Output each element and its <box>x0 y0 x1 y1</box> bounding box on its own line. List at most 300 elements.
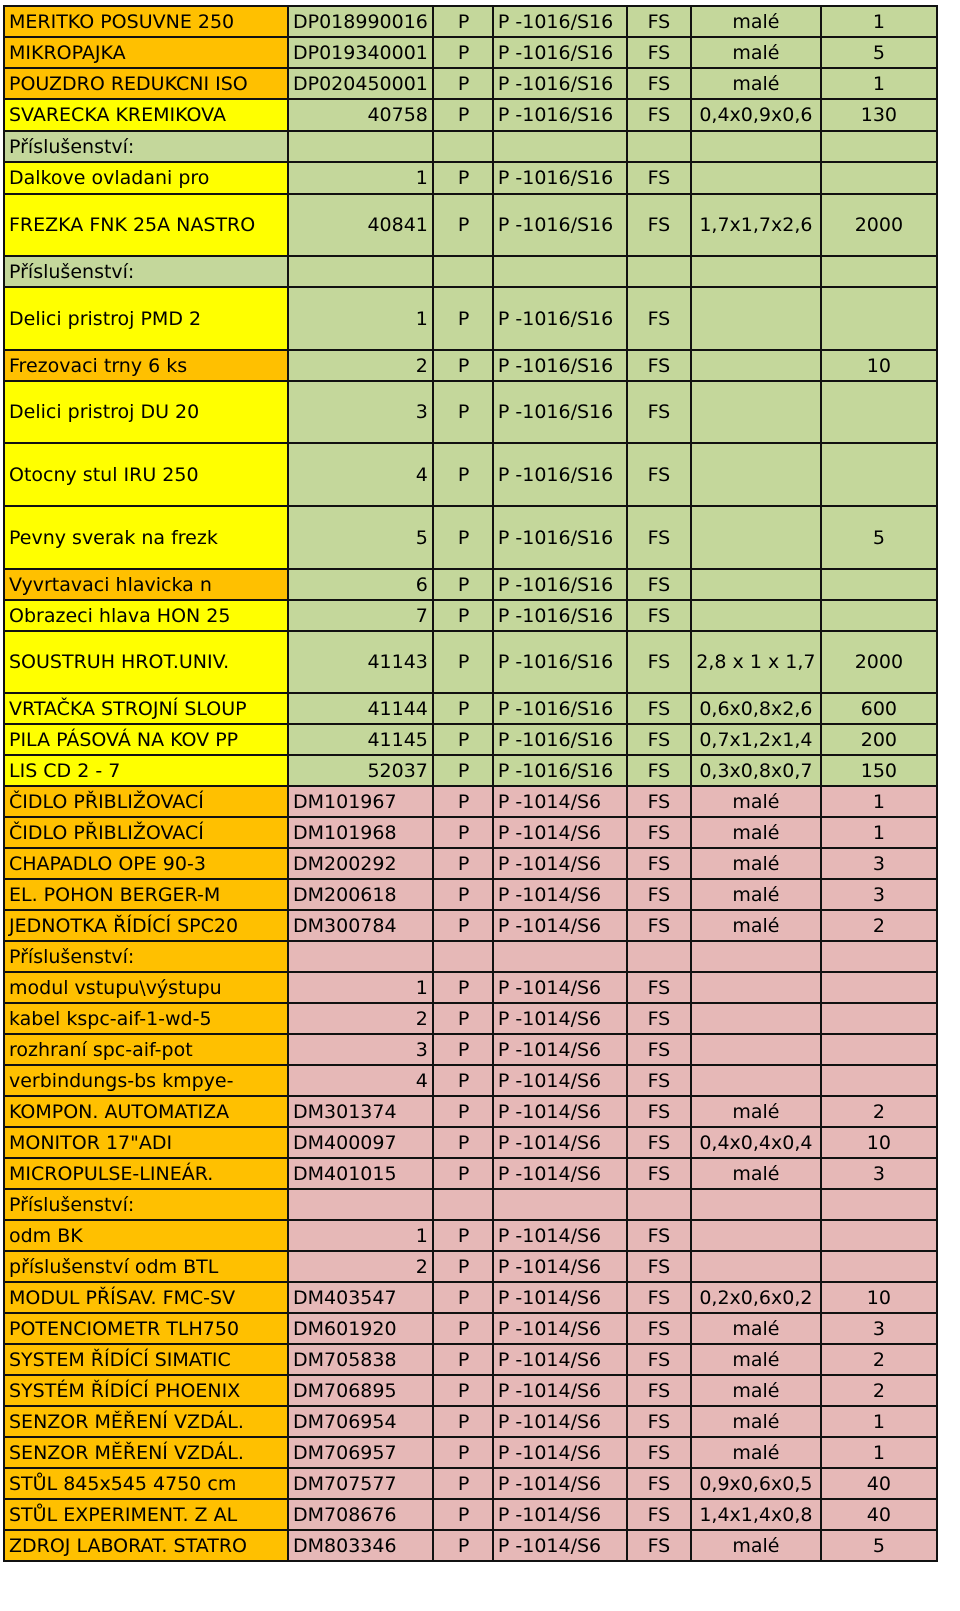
quantity-cell: 2 <box>821 1344 937 1375</box>
room-cell: P -1014/S6 <box>493 1065 627 1096</box>
dimensions-cell <box>691 1065 821 1096</box>
dimensions-cell <box>691 256 821 287</box>
room-cell: P -1014/S6 <box>493 1344 627 1375</box>
department-cell: FS <box>627 99 691 131</box>
building-cell: P <box>433 1158 493 1189</box>
dimensions-cell: malé <box>691 910 821 941</box>
table-row <box>4 693 937 724</box>
item-name-cell: MIKROPAJKA <box>4 37 288 68</box>
room-cell: P -1014/S6 <box>493 1530 627 1561</box>
room-cell <box>493 1189 627 1220</box>
table-row <box>4 569 937 600</box>
room-cell: P -1014/S6 <box>493 817 627 848</box>
table-row <box>4 879 937 910</box>
table-row <box>4 381 937 443</box>
building-cell: P <box>433 1468 493 1499</box>
building-cell: P <box>433 755 493 786</box>
building-cell: P <box>433 194 493 256</box>
quantity-cell: 5 <box>821 506 937 569</box>
table-row <box>4 848 937 879</box>
quantity-cell: 150 <box>821 755 937 786</box>
item-code-cell: DM300784 <box>288 910 433 941</box>
department-cell <box>627 1189 691 1220</box>
item-code-cell: 41143 <box>288 631 433 693</box>
quantity-cell <box>821 972 937 1003</box>
item-code-cell <box>288 941 433 972</box>
room-cell: P -1014/S6 <box>493 879 627 910</box>
table-row <box>4 99 937 131</box>
room-cell: P -1014/S6 <box>493 1158 627 1189</box>
building-cell: P <box>433 1220 493 1251</box>
room-cell: P -1016/S16 <box>493 68 627 99</box>
dimensions-cell <box>691 1189 821 1220</box>
department-cell: FS <box>627 972 691 1003</box>
department-cell: FS <box>627 1282 691 1313</box>
item-name-cell: ZDROJ LABORAT. STATRO <box>4 1530 288 1561</box>
item-name-cell: Vyvrtavaci hlavicka n <box>4 569 288 600</box>
item-code-cell: DM401015 <box>288 1158 433 1189</box>
quantity-cell: 5 <box>821 37 937 68</box>
room-cell: P -1016/S16 <box>493 194 627 256</box>
table-row <box>4 724 937 755</box>
room-cell: P -1016/S16 <box>493 162 627 194</box>
department-cell: FS <box>627 848 691 879</box>
table-row <box>4 1189 937 1220</box>
room-cell: P -1014/S6 <box>493 1282 627 1313</box>
item-name-cell: MODUL PŘÍSAV. FMC-SV <box>4 1282 288 1313</box>
room-cell: P -1016/S16 <box>493 600 627 631</box>
room-cell: P -1014/S6 <box>493 1034 627 1065</box>
dimensions-cell: 0,6x0,8x2,6 <box>691 693 821 724</box>
department-cell: FS <box>627 1127 691 1158</box>
item-code-cell: 1 <box>288 287 433 350</box>
building-cell: P <box>433 37 493 68</box>
dimensions-cell <box>691 1003 821 1034</box>
dimensions-cell: malé <box>691 6 821 37</box>
department-cell: FS <box>627 1065 691 1096</box>
item-code-cell: DM803346 <box>288 1530 433 1561</box>
item-name-cell: Příslušenství: <box>4 131 288 162</box>
item-name-cell: SENZOR MĚŘENÍ VZDÁL. <box>4 1406 288 1437</box>
item-name-cell: MERITKO POSUVNE 250 <box>4 6 288 37</box>
item-code-cell: 2 <box>288 350 433 381</box>
item-name-cell: verbindungs-bs kmpye- <box>4 1065 288 1096</box>
table-row <box>4 506 937 569</box>
dimensions-cell: malé <box>691 786 821 817</box>
dimensions-cell: 0,9x0,6x0,5 <box>691 1468 821 1499</box>
table-row <box>4 1530 937 1561</box>
table-row <box>4 1096 937 1127</box>
department-cell: FS <box>627 910 691 941</box>
item-code-cell: 1 <box>288 162 433 194</box>
department-cell: FS <box>627 1313 691 1344</box>
room-cell: P -1014/S6 <box>493 1127 627 1158</box>
table-row <box>4 1251 937 1282</box>
department-cell: FS <box>627 569 691 600</box>
dimensions-cell <box>691 1251 821 1282</box>
department-cell: FS <box>627 350 691 381</box>
department-cell: FS <box>627 443 691 506</box>
building-cell: P <box>433 1034 493 1065</box>
quantity-cell <box>821 287 937 350</box>
quantity-cell: 10 <box>821 350 937 381</box>
table-row <box>4 941 937 972</box>
item-code-cell: 2 <box>288 1003 433 1034</box>
item-code-cell: 1 <box>288 972 433 1003</box>
room-cell: P -1014/S6 <box>493 910 627 941</box>
table-row <box>4 631 937 693</box>
item-name-cell: příslušenství odm BTL <box>4 1251 288 1282</box>
dimensions-cell <box>691 972 821 1003</box>
dimensions-cell <box>691 162 821 194</box>
room-cell: P -1014/S6 <box>493 1313 627 1344</box>
quantity-cell <box>821 941 937 972</box>
department-cell: FS <box>627 1158 691 1189</box>
item-name-cell: Delici pristroj DU 20 <box>4 381 288 443</box>
dimensions-cell <box>691 131 821 162</box>
building-cell: P <box>433 724 493 755</box>
item-code-cell: DM101968 <box>288 817 433 848</box>
department-cell: FS <box>627 879 691 910</box>
room-cell <box>493 256 627 287</box>
building-cell: P <box>433 1375 493 1406</box>
quantity-cell <box>821 600 937 631</box>
item-code-cell: 3 <box>288 381 433 443</box>
item-name-cell: CHAPADLO OPE 90-3 <box>4 848 288 879</box>
item-code-cell: 4 <box>288 1065 433 1096</box>
item-name-cell: ČIDLO PŘIBLIŽOVACÍ <box>4 817 288 848</box>
department-cell: FS <box>627 1251 691 1282</box>
item-code-cell: 52037 <box>288 755 433 786</box>
quantity-cell <box>821 1251 937 1282</box>
item-name-cell: modul vstupu\výstupu <box>4 972 288 1003</box>
table-row <box>4 786 937 817</box>
quantity-cell: 200 <box>821 724 937 755</box>
quantity-cell <box>821 1065 937 1096</box>
item-code-cell: DM200292 <box>288 848 433 879</box>
quantity-cell <box>821 1034 937 1065</box>
dimensions-cell <box>691 381 821 443</box>
item-code-cell: DM101967 <box>288 786 433 817</box>
building-cell: P <box>433 631 493 693</box>
item-name-cell: VRTAČKA STROJNÍ SLOUP <box>4 693 288 724</box>
building-cell: P <box>433 443 493 506</box>
department-cell: FS <box>627 1499 691 1530</box>
room-cell: P -1016/S16 <box>493 6 627 37</box>
department-cell: FS <box>627 1034 691 1065</box>
quantity-cell: 1 <box>821 6 937 37</box>
table-row <box>4 6 937 37</box>
item-name-cell: PILA PÁSOVÁ NA KOV PP <box>4 724 288 755</box>
quantity-cell: 3 <box>821 879 937 910</box>
table-row <box>4 1034 937 1065</box>
item-code-cell: DM705838 <box>288 1344 433 1375</box>
item-name-cell: Příslušenství: <box>4 1189 288 1220</box>
room-cell <box>493 131 627 162</box>
room-cell: P -1016/S16 <box>493 724 627 755</box>
item-name-cell: Příslušenství: <box>4 256 288 287</box>
room-cell: P -1016/S16 <box>493 506 627 569</box>
building-cell: P <box>433 1127 493 1158</box>
quantity-cell: 3 <box>821 848 937 879</box>
quantity-cell <box>821 1189 937 1220</box>
item-code-cell: 41145 <box>288 724 433 755</box>
building-cell: P <box>433 569 493 600</box>
table-row <box>4 350 937 381</box>
dimensions-cell <box>691 569 821 600</box>
table-row <box>4 1437 937 1468</box>
inventory-table-body <box>4 6 937 1561</box>
item-code-cell: 7 <box>288 600 433 631</box>
department-cell: FS <box>627 287 691 350</box>
table-row <box>4 68 937 99</box>
room-cell: P -1014/S6 <box>493 1220 627 1251</box>
item-code-cell: 1 <box>288 1220 433 1251</box>
quantity-cell: 5 <box>821 1530 937 1561</box>
building-cell: P <box>433 910 493 941</box>
dimensions-cell <box>691 287 821 350</box>
quantity-cell: 1 <box>821 68 937 99</box>
room-cell: P -1014/S6 <box>493 1437 627 1468</box>
department-cell: FS <box>627 1220 691 1251</box>
building-cell: P <box>433 1437 493 1468</box>
table-row <box>4 910 937 941</box>
item-name-cell: SYSTEM ŘÍDÍCÍ SIMATIC <box>4 1344 288 1375</box>
quantity-cell: 2000 <box>821 631 937 693</box>
dimensions-cell: 0,2x0,6x0,2 <box>691 1282 821 1313</box>
quantity-cell: 130 <box>821 99 937 131</box>
room-cell: P -1014/S6 <box>493 1499 627 1530</box>
item-name-cell: Obrazeci hlava HON 25 <box>4 600 288 631</box>
building-cell: P <box>433 162 493 194</box>
building-cell: P <box>433 350 493 381</box>
inventory-table <box>3 5 938 1562</box>
quantity-cell <box>821 443 937 506</box>
building-cell: P <box>433 1406 493 1437</box>
item-code-cell: DM706957 <box>288 1437 433 1468</box>
quantity-cell: 2 <box>821 910 937 941</box>
building-cell: P <box>433 1530 493 1561</box>
item-code-cell: 40758 <box>288 99 433 131</box>
item-code-cell: 6 <box>288 569 433 600</box>
room-cell: P -1014/S6 <box>493 1003 627 1034</box>
department-cell: FS <box>627 724 691 755</box>
room-cell: P -1014/S6 <box>493 848 627 879</box>
item-code-cell: 3 <box>288 1034 433 1065</box>
department-cell: FS <box>627 1406 691 1437</box>
dimensions-cell: 1,7x1,7x2,6 <box>691 194 821 256</box>
building-cell: P <box>433 693 493 724</box>
department-cell: FS <box>627 817 691 848</box>
quantity-cell <box>821 1003 937 1034</box>
building-cell: P <box>433 1065 493 1096</box>
department-cell: FS <box>627 600 691 631</box>
building-cell: P <box>433 817 493 848</box>
item-code-cell: 4 <box>288 443 433 506</box>
dimensions-cell <box>691 941 821 972</box>
department-cell: FS <box>627 631 691 693</box>
item-name-cell: LIS CD 2 - 7 <box>4 755 288 786</box>
dimensions-cell <box>691 600 821 631</box>
item-code-cell <box>288 256 433 287</box>
table-row <box>4 37 937 68</box>
room-cell: P -1014/S6 <box>493 1251 627 1282</box>
department-cell: FS <box>627 162 691 194</box>
room-cell: P -1014/S6 <box>493 786 627 817</box>
table-row <box>4 1468 937 1499</box>
item-code-cell: 2 <box>288 1251 433 1282</box>
building-cell: P <box>433 1344 493 1375</box>
room-cell <box>493 941 627 972</box>
building-cell: P <box>433 506 493 569</box>
item-name-cell: Frezovaci trny 6 ks <box>4 350 288 381</box>
table-row <box>4 1375 937 1406</box>
room-cell: P -1014/S6 <box>493 1468 627 1499</box>
item-name-cell: JEDNOTKA ŘÍDÍCÍ SPC20 <box>4 910 288 941</box>
room-cell: P -1016/S16 <box>493 569 627 600</box>
quantity-cell: 10 <box>821 1282 937 1313</box>
room-cell: P -1014/S6 <box>493 1406 627 1437</box>
item-name-cell: MONITOR 17"ADI <box>4 1127 288 1158</box>
department-cell: FS <box>627 68 691 99</box>
table-row <box>4 1220 937 1251</box>
room-cell: P -1016/S16 <box>493 287 627 350</box>
dimensions-cell: malé <box>691 1096 821 1127</box>
quantity-cell: 1 <box>821 817 937 848</box>
dimensions-cell <box>691 1220 821 1251</box>
table-row <box>4 1282 937 1313</box>
quantity-cell: 600 <box>821 693 937 724</box>
table-row <box>4 1158 937 1189</box>
item-code-cell: DM200618 <box>288 879 433 910</box>
item-code-cell: 41144 <box>288 693 433 724</box>
dimensions-cell <box>691 443 821 506</box>
dimensions-cell <box>691 350 821 381</box>
dimensions-cell: 2,8 x 1 x 1,7 <box>691 631 821 693</box>
item-code-cell: DM707577 <box>288 1468 433 1499</box>
dimensions-cell: malé <box>691 1313 821 1344</box>
item-name-cell: kabel kspc-aif-1-wd-5 <box>4 1003 288 1034</box>
building-cell: P <box>433 1096 493 1127</box>
room-cell: P -1016/S16 <box>493 443 627 506</box>
building-cell: P <box>433 600 493 631</box>
building-cell: P <box>433 6 493 37</box>
item-code-cell: 40841 <box>288 194 433 256</box>
room-cell: P -1014/S6 <box>493 972 627 1003</box>
building-cell: P <box>433 786 493 817</box>
quantity-cell: 1 <box>821 1437 937 1468</box>
department-cell <box>627 256 691 287</box>
item-code-cell <box>288 1189 433 1220</box>
item-name-cell: MICROPULSE-LINEÁR. <box>4 1158 288 1189</box>
building-cell <box>433 941 493 972</box>
department-cell: FS <box>627 693 691 724</box>
quantity-cell: 1 <box>821 786 937 817</box>
quantity-cell <box>821 256 937 287</box>
table-row <box>4 194 937 256</box>
table-row <box>4 1003 937 1034</box>
room-cell: P -1014/S6 <box>493 1375 627 1406</box>
building-cell: P <box>433 1251 493 1282</box>
table-row <box>4 256 937 287</box>
item-name-cell: POUZDRO REDUKCNI ISO <box>4 68 288 99</box>
table-row <box>4 131 937 162</box>
building-cell: P <box>433 1313 493 1344</box>
dimensions-cell: 0,4x0,4x0,4 <box>691 1127 821 1158</box>
item-name-cell: SENZOR MĚŘENÍ VZDÁL. <box>4 1437 288 1468</box>
department-cell <box>627 131 691 162</box>
item-name-cell: Pevny sverak na frezk <box>4 506 288 569</box>
building-cell <box>433 1189 493 1220</box>
department-cell: FS <box>627 1530 691 1561</box>
dimensions-cell: 0,3x0,8x0,7 <box>691 755 821 786</box>
department-cell: FS <box>627 506 691 569</box>
item-code-cell: 5 <box>288 506 433 569</box>
dimensions-cell: 0,7x1,2x1,4 <box>691 724 821 755</box>
quantity-cell <box>821 381 937 443</box>
table-row <box>4 287 937 350</box>
building-cell: P <box>433 68 493 99</box>
item-name-cell: FREZKA FNK 25A NASTRO <box>4 194 288 256</box>
quantity-cell: 2 <box>821 1096 937 1127</box>
item-code-cell: DP018990016 <box>288 6 433 37</box>
table-row <box>4 755 937 786</box>
dimensions-cell: malé <box>691 1158 821 1189</box>
room-cell: P -1016/S16 <box>493 693 627 724</box>
table-row <box>4 1065 937 1096</box>
item-name-cell: SYSTÉM ŘÍDÍCÍ PHOENIX <box>4 1375 288 1406</box>
department-cell: FS <box>627 1344 691 1375</box>
item-name-cell: Dalkove ovladani pro <box>4 162 288 194</box>
quantity-cell: 2 <box>821 1375 937 1406</box>
quantity-cell: 3 <box>821 1313 937 1344</box>
table-row <box>4 600 937 631</box>
table-row <box>4 1313 937 1344</box>
item-name-cell: STŮL 845x545 4750 cm <box>4 1468 288 1499</box>
quantity-cell <box>821 569 937 600</box>
dimensions-cell: malé <box>691 1437 821 1468</box>
item-code-cell: DM301374 <box>288 1096 433 1127</box>
quantity-cell <box>821 1220 937 1251</box>
room-cell: P -1016/S16 <box>493 350 627 381</box>
item-code-cell <box>288 131 433 162</box>
table-row <box>4 1406 937 1437</box>
department-cell: FS <box>627 194 691 256</box>
building-cell: P <box>433 1499 493 1530</box>
dimensions-cell: malé <box>691 1375 821 1406</box>
dimensions-cell: malé <box>691 848 821 879</box>
item-name-cell: Delici pristroj PMD 2 <box>4 287 288 350</box>
room-cell: P -1016/S16 <box>493 755 627 786</box>
building-cell: P <box>433 1282 493 1313</box>
building-cell: P <box>433 972 493 1003</box>
item-name-cell: Otocny stul IRU 250 <box>4 443 288 506</box>
item-code-cell: DM400097 <box>288 1127 433 1158</box>
quantity-cell <box>821 162 937 194</box>
table-row <box>4 1344 937 1375</box>
table-row <box>4 162 937 194</box>
building-cell: P <box>433 99 493 131</box>
building-cell: P <box>433 287 493 350</box>
room-cell: P -1016/S16 <box>493 37 627 68</box>
dimensions-cell: malé <box>691 1344 821 1375</box>
department-cell: FS <box>627 381 691 443</box>
quantity-cell <box>821 131 937 162</box>
item-name-cell: EL. POHON BERGER-M <box>4 879 288 910</box>
item-name-cell: SVARECKA KREMIKOVA <box>4 99 288 131</box>
dimensions-cell: malé <box>691 68 821 99</box>
dimensions-cell: malé <box>691 817 821 848</box>
